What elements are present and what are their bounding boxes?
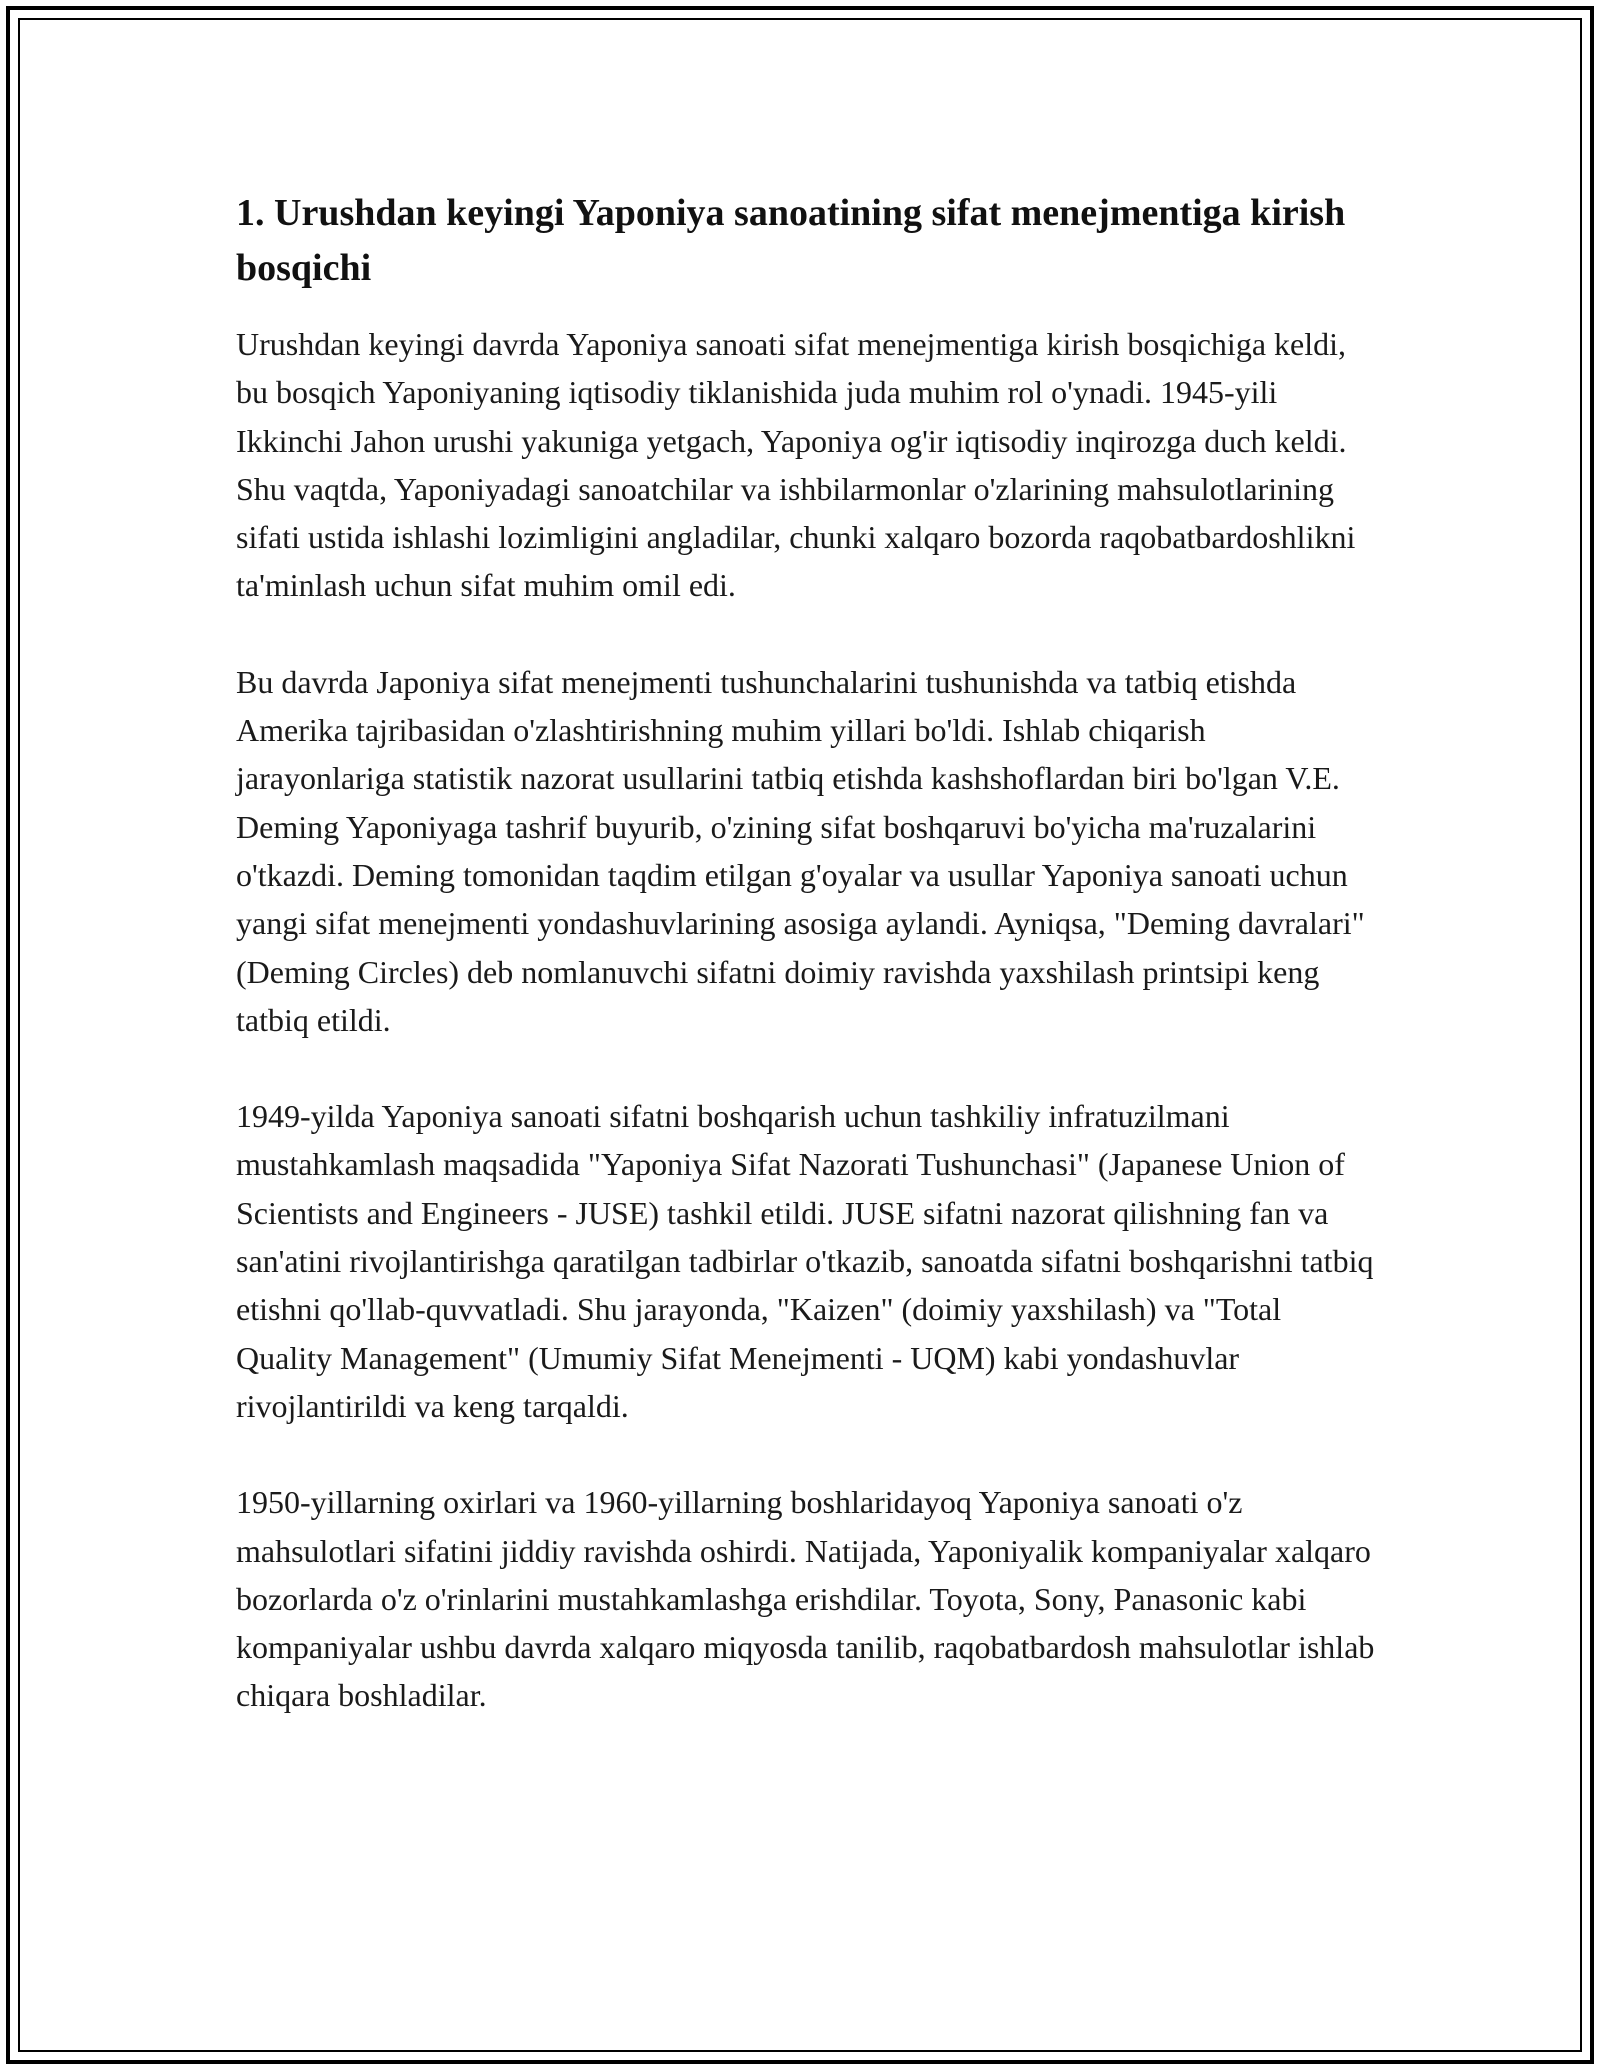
paragraph-4: 1950-yillarning oxirlari va 1960-yillarning boshlaridayoq Yaponiya sanoati o'z mahsulotlari sifatini jiddiy ravishda oshirdi. Natijada, Yaponiyalik kompaniyalar xalqaro bozorlarda o'z o'rinlarini mustahkamlashga erishdilar. Toyota, Sony, Panasonic kabi kompaniyalar ushbu davrda xalqaro miqyosda tanilib, raqobatbardosh mahsulotlar ishlab chiqara boshladilar. (236, 1484, 1375, 1714)
paragraph-1: Urushdan keyingi davrda Yaponiya sanoati sifat menejmentiga kirish bosqichiga keldi, bu bosqich Yaponiyaning iqtisodiy tiklanishida juda muhim rol o'ynadi. 1945-yili Ikkinchi Jahon urushi yakuniga yetgach, Yaponiya og'ir iqtisodiy inqirozga duch keldi. Shu vaqtda, Yaponiyadagi sanoatchilar va ishbilarmonlar o'zlarining mahsulotlarining sifati ustida ishlashi lozimligini angladilar, chunki xalqaro bozorda raqobatbardoshlikni ta'minlash uchun sifat muhim omil edi. (236, 326, 1356, 604)
paragraph-3: 1949-yilda Yaponiya sanoati sifatni boshqarish uchun tashkiliy infratuzilmani mustahkamlash maqsadida "Yaponiya Sifat Nazorati Tushunchasi" (Japanese Union of Scientists and Engineers - JUSE) tashkil etildi. JUSE sifatni nazorat qilishning fan va san'atini rivojlantirishga qaratilgan tadbirlar o'tkazib, sanoatda sifatni boshqarishni tatbiq etishni qo'llab-quvvatladi. Shu jarayonda, "Kaizen" (doimiy yaxshilash) va "Total Quality Management" (Umumiy Sifat Menejmenti - UQM) kabi yondashuvlar rivojlantirildi va keng tarqaldi. (236, 1098, 1374, 1424)
paragraph-2: Bu davrda Japoniya sifat menejmenti tushunchalarini tushunishda va tatbiq etishda Amerika tajribasidan o'zlashtirishning muhim yillari bo'ldi. Ishlab chiqarish jarayonlariga statistik nazorat usullarini tatbiq etishda kashshoflardan biri bo'lgan V.E. Deming Yaponiyaga tashrif buyurib, o'zining sifat boshqaruvi bo'yicha ma'ruzalarini o'tkazdi. Deming tomonidan taqdim etilgan g'oyalar va usullar Yaponiya sanoati uchun yangi sifat menejmenti yondashuvlarining asosiga aylandi. Ayniqsa, "Deming davralari" (Deming Circles) deb nomlanuvchi sifatni doimiy ravishda yaxshilash printsipi keng tatbiq etildi. (236, 663, 1365, 1038)
section-title: 1. Urushdan keyingi Yaponiya sanoatining sifat menejmentiga kirish bosqichi (236, 192, 1346, 289)
document-body (236, 186, 1376, 1768)
